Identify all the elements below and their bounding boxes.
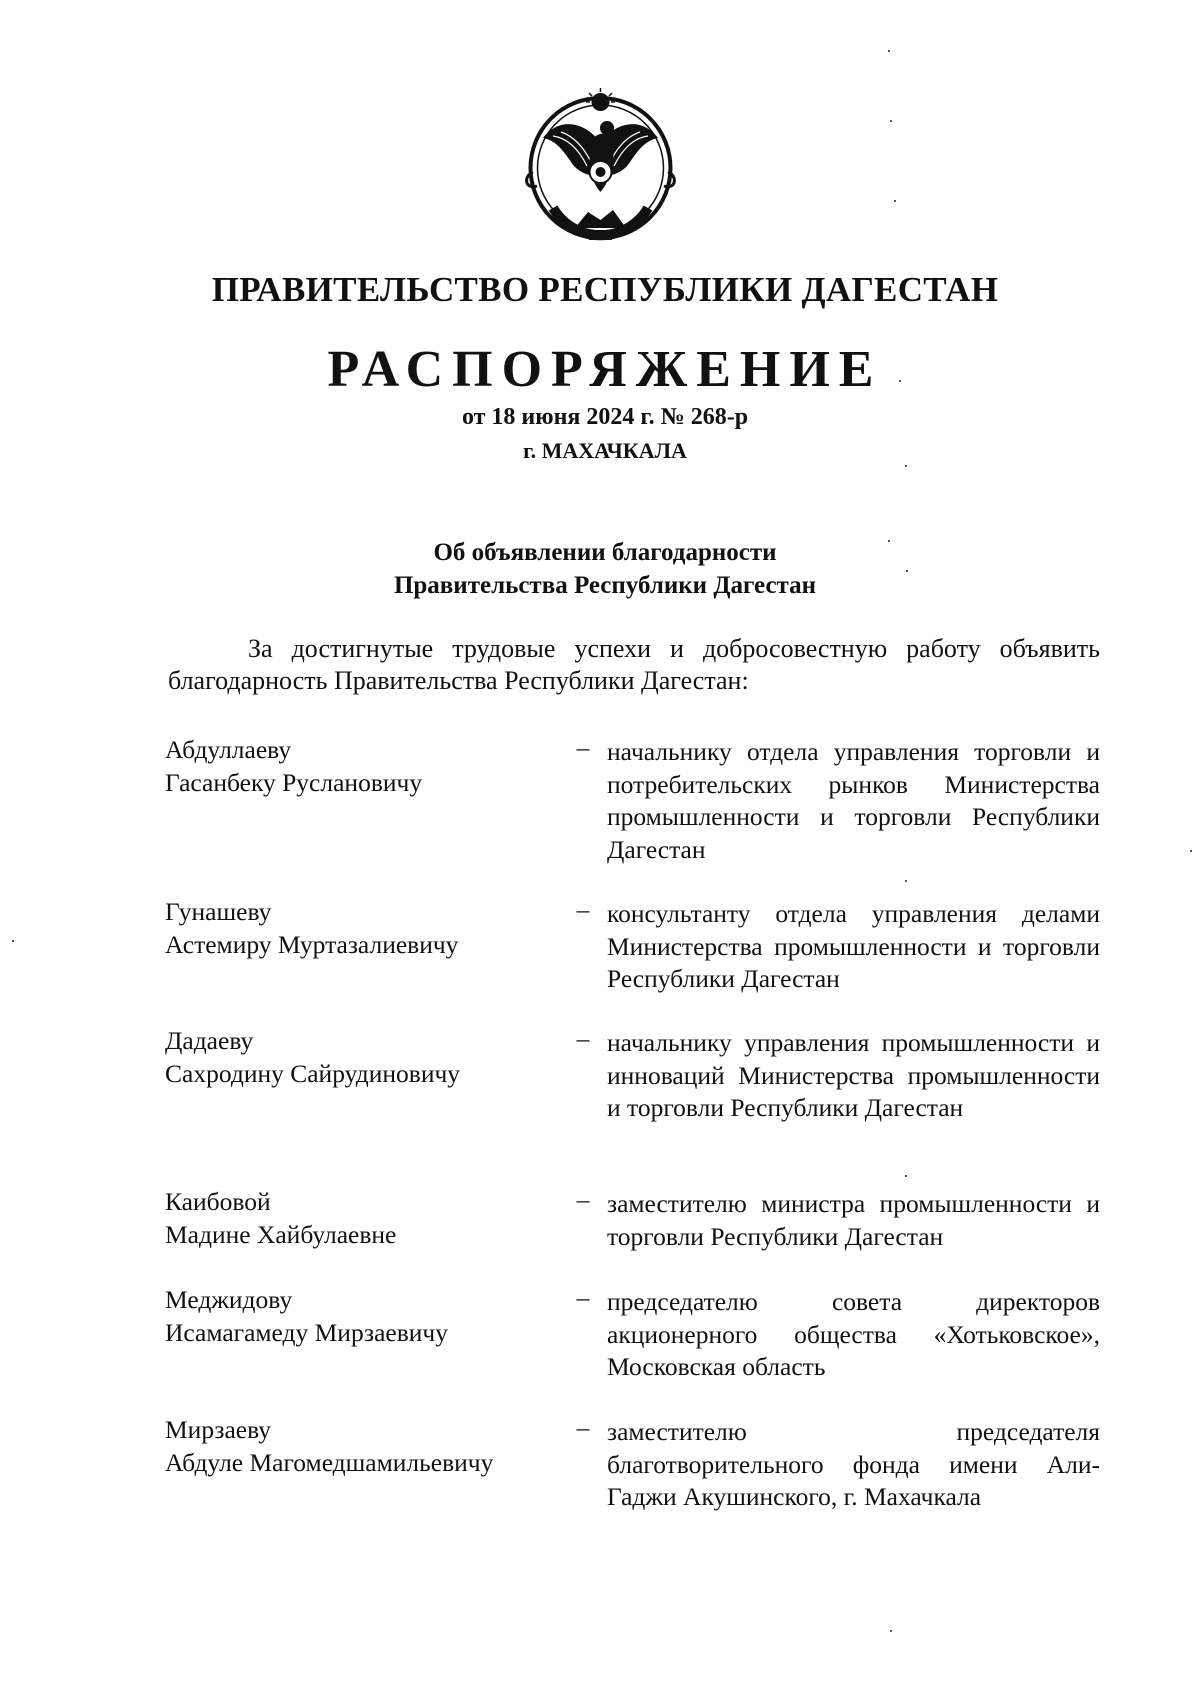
recipient-surname: Гунашеву xyxy=(165,897,272,926)
recipient-surname: Дадаеву xyxy=(165,1026,254,1055)
recipient-given-name: Мадине Хайбулаевне xyxy=(165,1219,397,1249)
subject-line-1: Об объявлении благодарности xyxy=(433,539,777,566)
recipient-name xyxy=(165,734,555,799)
dash-separator: – xyxy=(576,1413,590,1442)
document-type-title: РАСПОРЯЖЕНИЕ xyxy=(327,341,883,398)
recipient-position: консультанту отдела управления делами Министерства промышленности и торговли Республики Дагестан xyxy=(607,899,1100,993)
dash-separator: – xyxy=(576,1185,590,1214)
recipient-name xyxy=(165,1025,555,1090)
dagestan-coat-of-arms-emblem xyxy=(513,80,688,255)
document-city: г. МАХАЧКАЛА xyxy=(523,438,687,463)
recipient-surname: Каибовой xyxy=(165,1187,271,1216)
document-date-number: от 18 июня 2024 г. № 268-р xyxy=(461,404,749,430)
recipient-surname: Мирзаеву xyxy=(165,1415,272,1444)
recipient-given-name: Сахродину Сайрудиновичу xyxy=(165,1058,461,1088)
recipient-given-name: Абдуле Магомедшамильевичу xyxy=(165,1447,494,1477)
recipient-position: начальнику отдела управления торговли и потребительских рынков Министерства промышленности и торговли Республики Дагестан xyxy=(607,737,1100,864)
dash-separator: – xyxy=(576,733,590,762)
recipient-surname: Абдуллаеву xyxy=(165,735,292,764)
recipient-position: заместителю председателя благотворительного фонда имени Али-Гаджи Акушинского, г. Махачкала xyxy=(607,1417,1100,1511)
organization-title: ПРАВИТЕЛЬСТВО РЕСПУБЛИКИ ДАГЕСТАН xyxy=(211,270,999,309)
dash-separator: – xyxy=(576,895,590,924)
recipient-position: заместителю министра промышленности и торговли Республики Дагестан xyxy=(607,1189,1100,1251)
recipient-name xyxy=(165,1186,555,1251)
recipient-given-name: Гасанбеку Руслановичу xyxy=(165,767,423,797)
subject-line-2: Правительства Республики Дагестан xyxy=(393,572,817,599)
recipient-name xyxy=(165,1414,555,1479)
intro-paragraph: За достигнутые трудовые успехи и добросовестную работу объявить благодарность Правительства Республики Дагестан: xyxy=(168,634,1100,695)
recipient-name xyxy=(165,896,555,961)
dash-separator: – xyxy=(576,1283,590,1312)
recipient-given-name: Астемиру Муртазалиевичу xyxy=(165,929,459,959)
recipient-surname: Меджидову xyxy=(165,1285,293,1314)
recipient-name xyxy=(165,1284,555,1349)
recipient-position: начальнику управления промышленности и инноваций Министерства промышленности и торговли Республики Дагестан xyxy=(607,1028,1100,1122)
recipient-given-name: Исамагамеду Мирзаевичу xyxy=(165,1317,448,1347)
recipient-position: председателю совета директоров акционерного общества «Хотьковское», Московская область xyxy=(607,1287,1100,1381)
dash-separator: – xyxy=(576,1024,590,1053)
document-subject xyxy=(0,536,1200,602)
